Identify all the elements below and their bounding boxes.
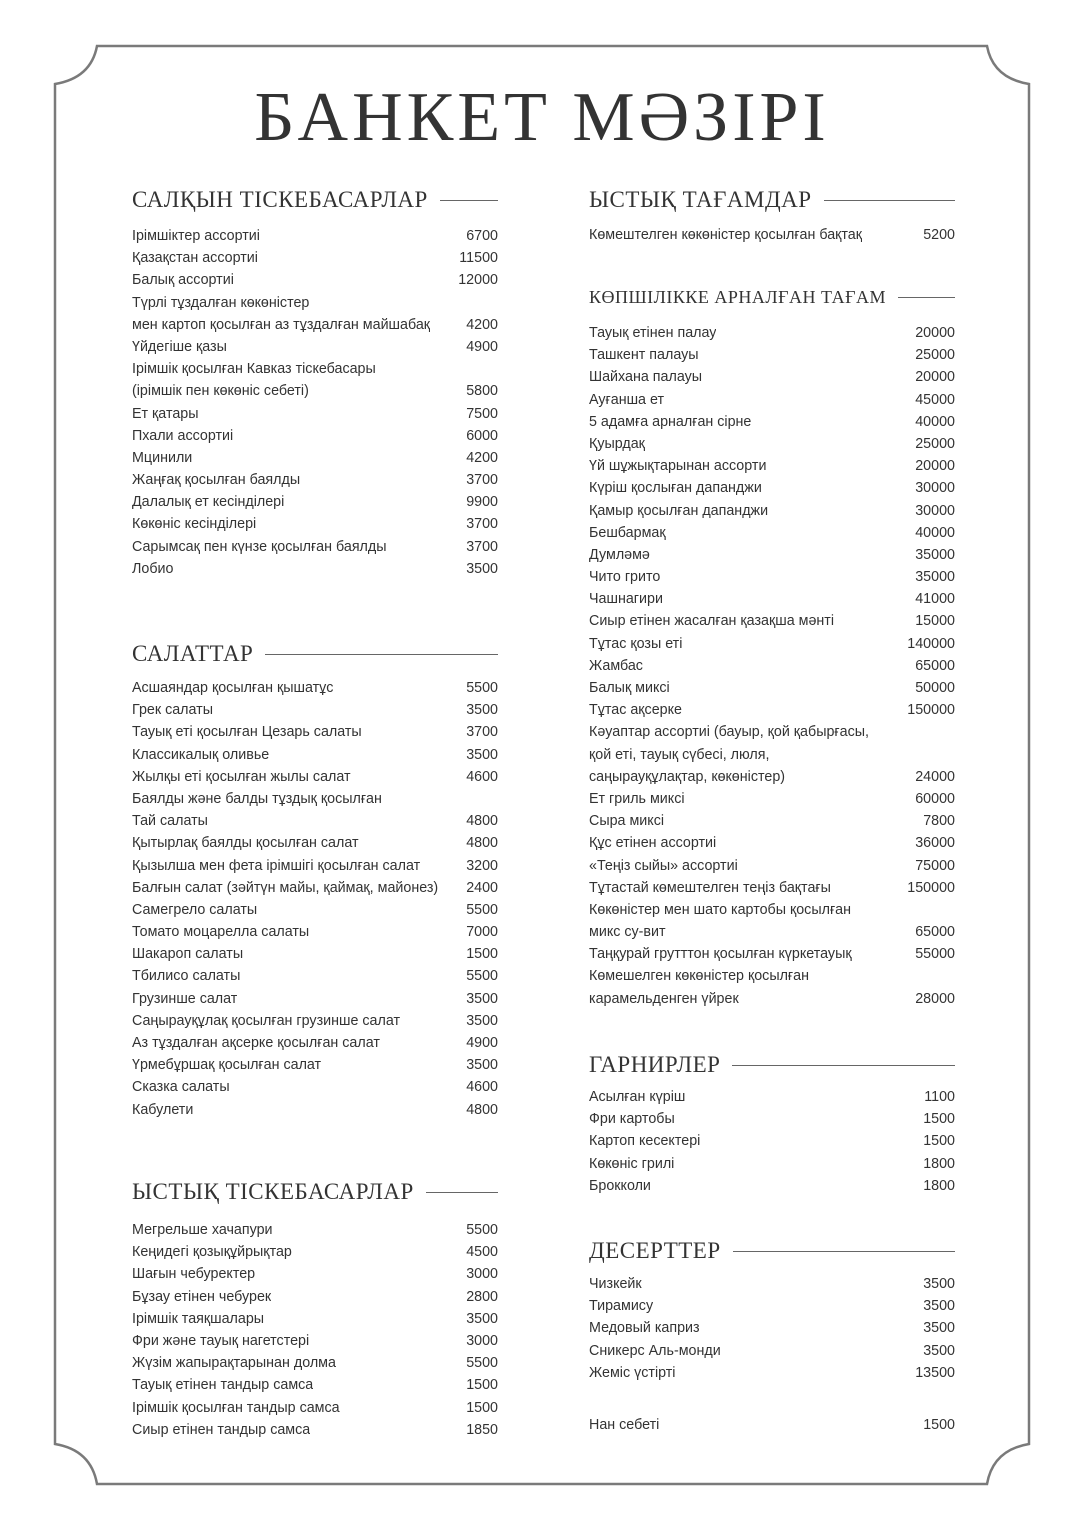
- item-price: 3700: [466, 472, 498, 489]
- item-name: Шағын чебуректер: [132, 1266, 256, 1283]
- item-name: Сыра миксі: [589, 813, 665, 830]
- item-price: 4900: [466, 1035, 498, 1051]
- item-price: 25000: [915, 347, 955, 364]
- menu-item: [589, 591, 955, 613]
- menu-item: [589, 636, 955, 658]
- menu-item: [132, 1422, 498, 1444]
- item-name: Фри және тауық нагетстері: [132, 1332, 310, 1349]
- item-name: Ауғанша ет: [589, 391, 665, 408]
- menu-item: [132, 1222, 498, 1244]
- item-name: Тауық етінен палау: [589, 325, 717, 341]
- item-price: 3500: [923, 1298, 955, 1315]
- item-name: Сказка салаты: [132, 1079, 230, 1096]
- section-title: САЛҚЫН ТІСКЕБАСАРЛАР: [132, 187, 428, 212]
- item-price: 1800: [923, 1155, 955, 1172]
- section-divider: [733, 1251, 955, 1252]
- menu-item: [132, 494, 498, 516]
- menu-item: [132, 1289, 498, 1311]
- section-divider: [265, 654, 498, 655]
- section-divider: [898, 297, 955, 298]
- menu-item: [132, 317, 498, 339]
- section-title: САЛАТТАР: [132, 641, 254, 666]
- item-price: 150000: [907, 879, 955, 896]
- menu-item: [589, 392, 955, 414]
- item-price: 2800: [466, 1288, 498, 1305]
- item-name: Қуырдақ: [589, 435, 645, 452]
- item-price: 5500: [466, 680, 498, 696]
- item-price: 150000: [907, 702, 955, 719]
- menu-item: [132, 1333, 498, 1355]
- menu-item: [132, 1355, 498, 1377]
- item-name: Саңырауқұлақ қосылған грузинше салат: [132, 1012, 401, 1029]
- item-price: 3500: [466, 702, 498, 719]
- item-name: Қызылша мен фета ірімшігі қосылған салат: [132, 857, 421, 874]
- menu-item: [589, 946, 955, 968]
- menu-item: [132, 339, 498, 361]
- item-price: 5500: [466, 901, 498, 918]
- item-price: 3500: [466, 990, 498, 1007]
- menu-item: [589, 1111, 955, 1133]
- item-name: Асшаяндар қосылған қышатұс: [132, 680, 334, 696]
- item-price: 4500: [466, 1244, 498, 1261]
- item-price: 6000: [466, 427, 498, 444]
- section-divider: [426, 1192, 498, 1193]
- menu-item: [589, 569, 955, 591]
- menu-item: [589, 769, 955, 791]
- item-name: Ірімшік қосылған Кавказ тіскебасары: [132, 361, 376, 378]
- item-price: 4900: [466, 338, 498, 355]
- menu-item: [589, 1089, 955, 1111]
- item-name: Ірімшік қосылған тандыр самса: [132, 1399, 340, 1416]
- item-name: Күріш қослыған дапанджи: [589, 480, 762, 497]
- item-name: Таңқурай грутттон қосылған күркетауық: [589, 946, 852, 963]
- item-name: Классикалық оливье: [132, 746, 270, 763]
- item-price: 5800: [466, 383, 498, 400]
- item-name: «Теңіз сыйы» ассортиі: [589, 857, 738, 874]
- item-name: Чизкейк: [589, 1276, 642, 1292]
- item-price: 3500: [923, 1320, 955, 1337]
- item-name: қой еті, тауық сүбесі, люля,: [589, 746, 770, 763]
- item-price: 4800: [466, 813, 498, 830]
- item-name: Кеңидегі қозықұйрықтар: [132, 1244, 292, 1261]
- menu-item: [589, 458, 955, 480]
- item-name: Ірімшік таяқшалары: [132, 1310, 265, 1327]
- menu-item: [132, 1057, 498, 1079]
- item-name: Шайхана палауы: [589, 369, 703, 386]
- item-name: Пхали ассортиі: [132, 427, 234, 444]
- item-price: 30000: [915, 480, 955, 497]
- item-price: 65000: [915, 924, 955, 941]
- item-price: 3500: [466, 1310, 498, 1327]
- item-price: 5500: [466, 1222, 498, 1238]
- menu-item: [132, 383, 498, 405]
- menu-item: [132, 1400, 498, 1422]
- section-title: ЫСТЫҚ ТІСКЕБАСАРЛАР: [132, 1179, 414, 1204]
- item-name: Медовый каприз: [589, 1320, 700, 1337]
- item-name: Фри картобы: [589, 1111, 675, 1128]
- item-price: 3500: [466, 1012, 498, 1029]
- item-name: Ет гриль миксі: [589, 790, 685, 807]
- menu-item: [132, 747, 498, 769]
- section-divider: [732, 1065, 955, 1066]
- menu-item: [132, 680, 498, 702]
- item-name: Көкөніс кесінділері: [132, 516, 257, 533]
- item-name: Бешбармақ: [589, 524, 666, 541]
- item-name: Сиыр етінен жасалған қазақша мәнті: [589, 613, 835, 630]
- item-price: 3500: [466, 560, 498, 577]
- item-price: 20000: [915, 458, 955, 475]
- item-price: 1500: [923, 1133, 955, 1150]
- item-price: 40000: [915, 524, 955, 541]
- menu-item: [589, 503, 955, 525]
- menu-item: [132, 968, 498, 990]
- menu-item: [589, 968, 955, 990]
- item-price: 5200: [923, 227, 955, 243]
- item-price: 4800: [466, 835, 498, 852]
- item-price: 36000: [915, 835, 955, 852]
- menu-item: [589, 613, 955, 635]
- item-price: 7000: [466, 924, 498, 941]
- item-name: Тұтас қозы еті: [589, 635, 683, 652]
- item-name: Чашнагири: [589, 591, 663, 608]
- item-name: Қамыр қосылған дапанджи: [589, 502, 769, 519]
- item-name: Тауық еті қосылған Цезарь салаты: [132, 724, 362, 741]
- menu-item: [589, 702, 955, 724]
- item-price: 30000: [915, 502, 955, 519]
- menu-item: [132, 791, 498, 813]
- menu-item: [589, 880, 955, 902]
- menu-item: [132, 1035, 498, 1057]
- item-name: Көмештелген көкөністер қосылған бақтақ: [589, 227, 863, 243]
- item-price: 6700: [466, 228, 498, 244]
- item-price: 9900: [466, 494, 498, 511]
- menu-item: [589, 480, 955, 502]
- item-name: Жамбас: [589, 657, 643, 674]
- item-price: 13500: [915, 1364, 955, 1381]
- section-divider: [440, 200, 498, 201]
- item-price: 1800: [923, 1177, 955, 1194]
- menu-item: [132, 295, 498, 317]
- section-title: ГАРНИРЛЕР: [589, 1052, 721, 1077]
- menu-item: [589, 436, 955, 458]
- item-name: Чито грито: [589, 569, 661, 586]
- menu-item: [132, 272, 498, 294]
- menu-item: [589, 924, 955, 946]
- item-price: 60000: [915, 790, 955, 807]
- item-price: 11500: [459, 250, 498, 267]
- menu-item: [132, 724, 498, 746]
- item-name: 5 адамға арналған сірне: [589, 413, 752, 430]
- item-price: 3700: [466, 538, 498, 555]
- item-price: 20000: [915, 369, 955, 386]
- menu-item: [132, 702, 498, 724]
- item-price: 1100: [924, 1089, 955, 1105]
- menu-item: [132, 769, 498, 791]
- item-name: Түрлі тұздалған көкөністер: [132, 294, 310, 311]
- item-name: Нан себеті: [589, 1417, 660, 1433]
- item-name: карамельденген үйрек: [589, 990, 739, 1007]
- item-price: 55000: [915, 946, 955, 963]
- section-title: ДЕСЕРТТЕР: [589, 1238, 721, 1263]
- menu-item: [132, 1013, 498, 1035]
- menu-item: [589, 747, 955, 769]
- item-name: Мцинили: [132, 449, 193, 466]
- item-name: Грек салаты: [132, 702, 213, 719]
- item-name: Картоп кесектері: [589, 1133, 701, 1150]
- item-price: 65000: [915, 657, 955, 674]
- item-price: 25000: [915, 435, 955, 452]
- item-name: Көкөніс грилі: [589, 1155, 675, 1172]
- menu-item: [132, 858, 498, 880]
- item-name: мен картоп қосылған аз тұздалған майшабақ: [132, 316, 431, 333]
- item-name: Жаңғақ қосылған баялды: [132, 472, 301, 489]
- bread-basket-item: [589, 1417, 955, 1439]
- item-price: 3700: [466, 516, 498, 533]
- item-price: 12000: [458, 272, 498, 289]
- item-price: 20000: [915, 325, 955, 341]
- item-name: Тұтастай көмештелген теңіз бақтағы: [589, 879, 831, 896]
- menu-item: [589, 991, 955, 1013]
- item-name: Көкөністер мен шато картобы қосылған: [589, 901, 851, 918]
- menu-item: [132, 228, 498, 250]
- item-name: Сиыр етінен тандыр самса: [132, 1421, 311, 1438]
- item-price: 1500: [466, 1377, 498, 1394]
- item-name: Ташкент палауы: [589, 347, 699, 364]
- item-price: 5500: [466, 1355, 498, 1372]
- menu-item: [589, 791, 955, 813]
- menu-item: [132, 250, 498, 272]
- item-name: Бұзау етінен чебурек: [132, 1288, 272, 1305]
- menu-item: [132, 1102, 498, 1124]
- item-name: Үйдегіше қазы: [132, 338, 227, 355]
- item-price: 28000: [915, 990, 955, 1007]
- item-name: Томато моцарелла салаты: [132, 924, 310, 941]
- menu-item: [589, 1343, 955, 1365]
- menu-item: [589, 1178, 955, 1200]
- menu-item: [132, 991, 498, 1013]
- item-name: Кәуаптар ассортиі (бауыр, қой қабырғасы,: [589, 724, 869, 741]
- item-name: Шакароп салаты: [132, 946, 244, 963]
- item-price: 41000: [915, 591, 955, 608]
- menu-item: [589, 858, 955, 880]
- item-name: Сникерс Аль-монди: [589, 1342, 721, 1359]
- item-price: 15000: [915, 613, 955, 630]
- menu-item: [589, 414, 955, 436]
- menu-item: [589, 547, 955, 569]
- menu-item: [589, 369, 955, 391]
- item-price: 4200: [466, 449, 498, 466]
- menu-item: [132, 924, 498, 946]
- item-price: 3200: [466, 857, 498, 874]
- item-name: Кабулети: [132, 1101, 194, 1118]
- item-price: 24000: [915, 768, 955, 785]
- item-name: Үрмебұршақ қосылған салат: [132, 1057, 322, 1074]
- item-name: (ірімшік пен көкөніс себеті): [132, 383, 309, 400]
- item-price: 75000: [915, 857, 955, 874]
- menu-item: [589, 724, 955, 746]
- item-name: Тбилисо салаты: [132, 968, 241, 985]
- menu-item: [132, 1377, 498, 1399]
- item-name: Ірімшіктер ассортиі: [132, 228, 260, 244]
- item-name: Тауық етінен тандыр самса: [132, 1377, 314, 1394]
- item-name: Грузинше салат: [132, 990, 238, 1007]
- item-price: 5500: [466, 968, 498, 985]
- menu-item: [589, 1133, 955, 1155]
- menu-title: БАНКЕТ МӘЗІРІ: [254, 79, 830, 156]
- item-name: Думләмә: [589, 546, 650, 563]
- menu-item: [589, 658, 955, 680]
- item-name: Тирамису: [589, 1298, 654, 1315]
- item-price: 4600: [466, 768, 498, 785]
- item-price: 1850: [466, 1421, 498, 1438]
- item-price: 3500: [466, 1057, 498, 1074]
- menu-item: [132, 406, 498, 428]
- menu-item: [589, 1156, 955, 1178]
- item-name: микс су-вит: [589, 924, 666, 941]
- menu-item: [132, 516, 498, 538]
- item-name: Асылған күріш: [589, 1089, 686, 1105]
- item-name: Лобио: [132, 560, 174, 577]
- menu-item: [589, 1298, 955, 1320]
- item-name: Тұтас ақсерке: [589, 702, 682, 719]
- item-name: Аз тұздалған ақсерке қосылған салат: [132, 1035, 380, 1051]
- item-price: 1500: [466, 1399, 498, 1416]
- item-name: Тай салаты: [132, 813, 208, 830]
- menu-item: [589, 835, 955, 857]
- section-title: ЫСТЫҚ ТАҒАМДАР: [589, 187, 812, 212]
- item-name: Көмешелген көкөністер қосылған: [589, 968, 809, 985]
- item-price: 35000: [915, 569, 955, 586]
- menu-item: [132, 539, 498, 561]
- menu-item: [132, 835, 498, 857]
- item-name: Жеміс үстірті: [589, 1364, 676, 1381]
- item-name: Мегрельше хачапури: [132, 1222, 273, 1238]
- item-name: Үй шұжықтарынан ассорти: [589, 458, 767, 475]
- item-name: Сарымсақ пен күнзе қосылған баялды: [132, 538, 387, 555]
- item-name: Құс етінен ассортиі: [589, 835, 717, 852]
- item-price: 35000: [915, 546, 955, 563]
- item-name: Далалық ет кесінділері: [132, 494, 285, 511]
- item-price: 1500: [466, 946, 498, 963]
- item-price: 3500: [923, 1276, 955, 1292]
- menu-item: [132, 428, 498, 450]
- menu-item: [132, 1311, 498, 1333]
- item-name: Жүзім жапырақтарынан долма: [132, 1355, 336, 1372]
- item-price: 45000: [915, 391, 955, 408]
- item-price: 7500: [466, 405, 498, 422]
- item-price: 3000: [466, 1332, 498, 1349]
- menu-item: [132, 450, 498, 472]
- menu-item: [132, 813, 498, 835]
- menu-item: [589, 1276, 955, 1298]
- item-price: 3700: [466, 724, 498, 741]
- menu-item: [132, 361, 498, 383]
- menu-item: [589, 325, 955, 347]
- item-price: 50000: [915, 680, 955, 696]
- item-price: 4200: [466, 316, 498, 333]
- item-price: 40000: [915, 413, 955, 430]
- item-name: Қытырлақ баялды қосылған салат: [132, 835, 359, 852]
- menu-item: [589, 1320, 955, 1342]
- item-name: Балғын салат (зәйтүн майы, қаймақ, майонез): [132, 879, 439, 896]
- item-price: 3500: [923, 1342, 955, 1359]
- item-price: 7800: [923, 813, 955, 830]
- item-price: 4800: [466, 1101, 498, 1118]
- item-price: 2400: [466, 879, 498, 896]
- menu-item: [589, 902, 955, 924]
- menu-item: [589, 227, 955, 249]
- menu-item: [132, 902, 498, 924]
- item-price: 140000: [907, 635, 955, 652]
- menu-item: [132, 1244, 498, 1266]
- section-title: КӨПШІЛІККЕ АРНАЛҒАН ТАҒАМ: [589, 286, 886, 307]
- item-price: 1500: [923, 1417, 955, 1433]
- menu-item: [589, 813, 955, 835]
- menu-item: [132, 561, 498, 583]
- menu-item: [132, 472, 498, 494]
- menu-item: [589, 1417, 955, 1439]
- section-divider: [824, 200, 955, 201]
- item-name: Балық миксі: [589, 680, 670, 696]
- menu-item: [589, 1365, 955, 1387]
- menu-item: [589, 347, 955, 369]
- item-name: Брокколи: [589, 1177, 651, 1194]
- menu-item: [132, 1266, 498, 1288]
- item-name: Баялды және балды тұздық қосылған: [132, 790, 382, 807]
- item-name: Самегрело салаты: [132, 901, 258, 918]
- menu-item: [589, 525, 955, 547]
- menu-item: [132, 880, 498, 902]
- item-price: 1500: [923, 1111, 955, 1128]
- item-price: 4600: [466, 1079, 498, 1096]
- menu-item: [589, 680, 955, 702]
- item-price: 3000: [466, 1266, 498, 1283]
- item-name: Жылқы еті қосылған жылы салат: [132, 768, 351, 785]
- item-name: Ет қатары: [132, 405, 199, 422]
- item-name: саңырауқұлақтар, көкөністер): [589, 768, 786, 785]
- menu-item: [132, 1079, 498, 1101]
- menu-item: [132, 946, 498, 968]
- item-name: Балық ассортиі: [132, 272, 234, 289]
- item-name: Қазақстан ассортиі: [132, 250, 258, 267]
- item-price: 3500: [466, 746, 498, 763]
